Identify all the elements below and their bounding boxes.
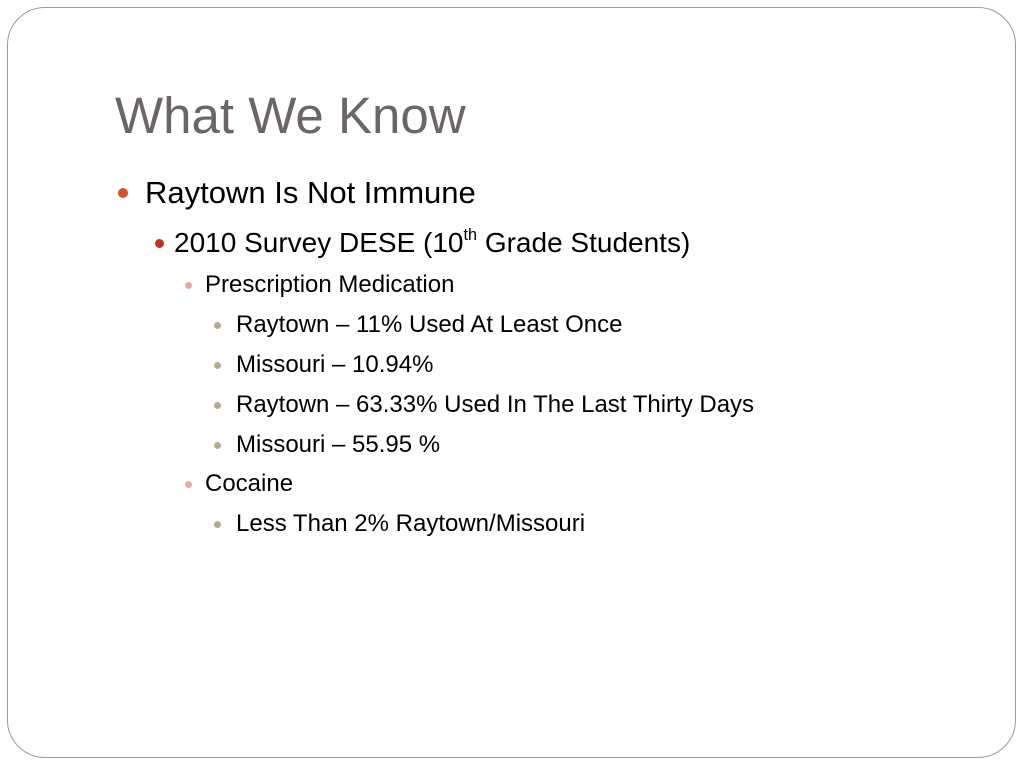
bullet-text: Less Than 2% Raytown/Missouri [236, 510, 586, 537]
bullet-text: Raytown – 63.33% Used In The Last Thirty Days [236, 391, 755, 418]
bullet-text: Prescription Medication [205, 271, 455, 298]
slide [7, 7, 1016, 758]
bullet-dot-icon [185, 282, 192, 289]
survey-text-after: Grade Students) [477, 227, 691, 258]
bullet-dot-icon [118, 188, 128, 198]
bullet-dot-icon [155, 239, 164, 248]
bullet-text: Missouri – 55.95 % [236, 431, 441, 458]
bullet-dot-icon [214, 442, 221, 449]
bullet-text: Missouri – 10.94% [236, 351, 434, 378]
bullet-text [174, 226, 690, 260]
survey-text-before: 2010 Survey DESE (10 [174, 227, 464, 258]
slide-title: What We Know [115, 87, 466, 144]
superscript-th: th [463, 225, 478, 244]
bullet-dot-icon [214, 521, 221, 528]
bullet-dot-icon [214, 322, 221, 329]
bullet-dot-icon [214, 402, 221, 409]
bullet-text: Cocaine [205, 470, 294, 497]
bullet-dot-icon [185, 481, 192, 488]
bullet-text: Raytown – 11% Used At Least Once [236, 311, 623, 338]
bullet-dot-icon [214, 362, 221, 369]
bullet-text: Raytown Is Not Immune [145, 175, 476, 210]
